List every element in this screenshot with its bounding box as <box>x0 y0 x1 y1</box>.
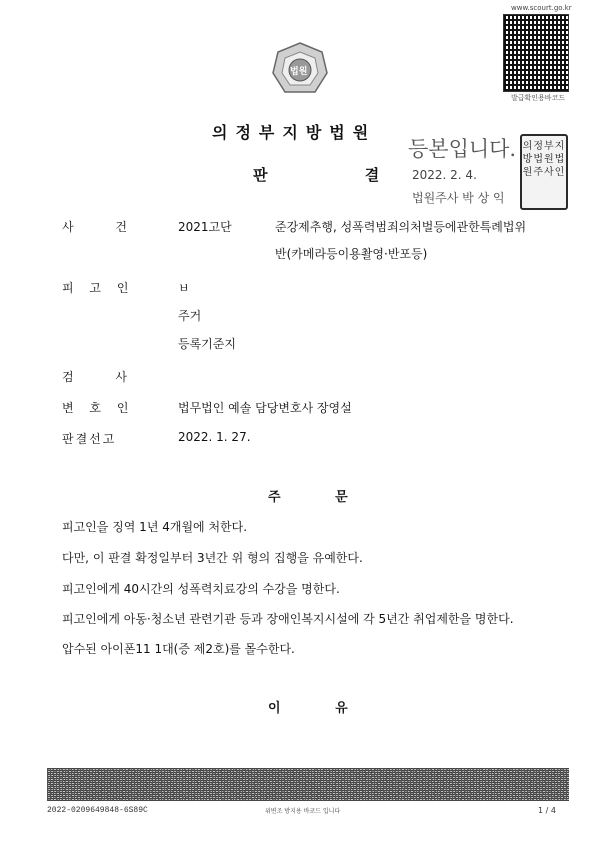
defendant-registration: 등록기준지 <box>178 337 236 351</box>
defendant-label: 피 고 인 <box>62 281 129 295</box>
order-title: 주 문 <box>268 490 348 505</box>
verdict-date-label: 판결선고 <box>62 432 117 446</box>
page-number: 1 / 4 <box>538 806 556 815</box>
certified-officer: 법원주사 박 상 익 <box>412 191 505 205</box>
official-seal-icon <box>520 134 568 210</box>
security-barcode-icon <box>47 768 569 801</box>
reason-title: 이 유 <box>268 701 348 716</box>
seal-line-3: 원주사인 <box>522 167 566 178</box>
order-paragraph: 압수된 아이폰11 1대(증 제2호)를 몰수한다. <box>62 642 295 656</box>
document-number: 2022-0209649848-6S89C <box>47 806 148 815</box>
lawyer-label: 변 호 인 <box>62 401 129 415</box>
emblem-text: 법원 <box>290 67 308 77</box>
case-charges-line-2: 반(카메라등이용촬영·반포등) <box>275 247 428 261</box>
lawyer-name: 법무법인 예솔 담당변호사 장영설 <box>178 401 352 415</box>
barcode-caption: 위변조 방지용 바코드 입니다 <box>265 808 341 815</box>
seal-line-1: 의정부지 <box>522 141 566 152</box>
qr-caption: 발급확인용바코드 <box>511 94 566 102</box>
defendant-name: ㅂ <box>178 281 190 295</box>
defendant-address: 주거 <box>178 309 202 323</box>
order-paragraph: 피고인에게 아동·청소년 관련기관 등과 장애인복지시설에 각 5년간 취업제한을 명한다. <box>62 612 514 626</box>
court-name: 의정부지방법원 <box>212 123 377 142</box>
case-number: 2021고단 <box>178 220 232 234</box>
order-paragraph: 다만, 이 판결 확정일부터 3년간 위 형의 집행을 유예한다. <box>62 551 363 565</box>
seal-line-2: 방법원법 <box>522 154 566 165</box>
verdict-date: 2022. 1. 27. <box>178 430 251 444</box>
order-paragraph: 피고인에게 40시간의 성폭력치료강의 수강을 명한다. <box>62 582 340 596</box>
qr-url: www.scourt.go.kr <box>511 4 572 12</box>
certified-date: 2022. 2. 4. <box>412 168 477 182</box>
judgment-title: 판 결 <box>253 166 416 184</box>
certified-copy-note: 등본입니다. <box>408 137 517 161</box>
case-label: 사 건 <box>62 220 127 234</box>
qr-code-icon <box>503 14 569 92</box>
case-charges-line-1: 준강제추행, 성폭력범죄의처벌등에관한특례법위 <box>275 220 527 234</box>
prosecutor-label: 검 사 <box>62 370 127 384</box>
order-paragraph: 피고인을 징역 1년 4개월에 처한다. <box>62 520 248 534</box>
